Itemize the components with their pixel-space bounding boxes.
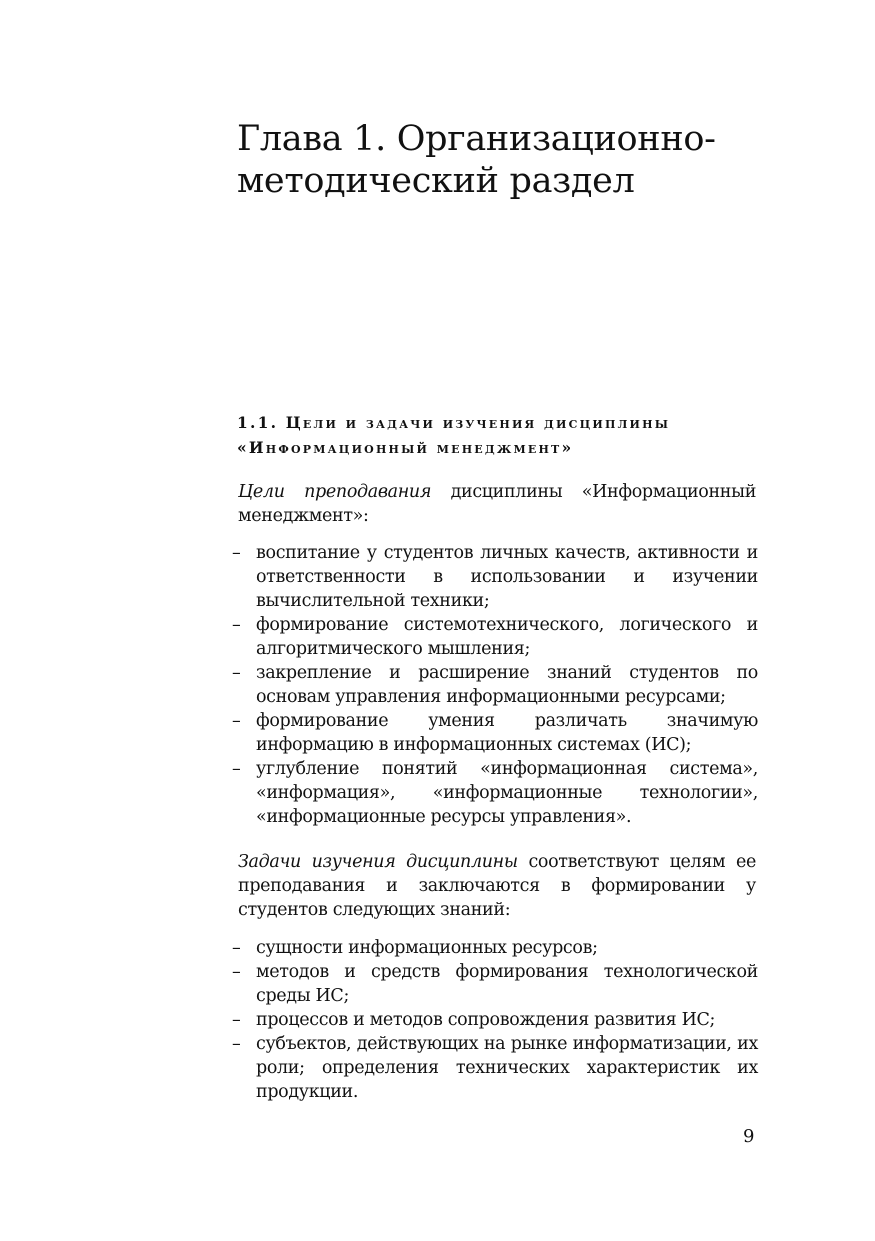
list-dash-marker: –	[232, 938, 241, 958]
section-heading-line-1: 1.1. Цели и задачи изучения дисциплины	[237, 413, 671, 432]
goals-list	[232, 541, 758, 829]
list-item-text: воспитание у студентов личных качеств, активности и ответственности в использовании и изучении вычислительной техники;	[256, 543, 758, 611]
list-item	[232, 613, 758, 661]
list-item-text: процессов и методов сопровождения развития ИС;	[256, 1010, 716, 1030]
list-item	[232, 709, 758, 757]
list-dash-marker: –	[232, 1034, 241, 1054]
list-dash-marker: –	[232, 962, 241, 982]
list-item-text: углубление понятий «информационная система», «информация», «информационные технологии», «информационные ресурсы управления».	[256, 759, 758, 827]
tasks-lead-text: соответствуют целям ее преподавания и заключаются в формировании у студентов следующих знаний:	[238, 852, 756, 920]
goals-intro-paragraph	[238, 480, 756, 528]
list-item	[232, 541, 758, 613]
list-item	[232, 1008, 758, 1032]
list-dash-marker: –	[232, 759, 241, 779]
tasks-list	[232, 936, 758, 1104]
list-item-text: методов и средств формирования технологической среды ИС;	[256, 962, 758, 1006]
chapter-title-line-2: методический раздел	[237, 161, 635, 201]
chapter-title-line-1: Глава 1. Организационно-	[237, 119, 716, 159]
list-dash-marker: –	[232, 615, 241, 635]
chapter-title	[237, 118, 797, 202]
list-item-text: субъектов, действующих на рынке информатизации, их роли; определения технических характеристик их продукции.	[256, 1034, 758, 1102]
goals-lead-text: дисциплины «Информационный менеджмент»:	[238, 482, 757, 526]
list-dash-marker: –	[232, 663, 241, 683]
list-item-text: формирование умения различать значимую информацию в информационных системах (ИС);	[256, 711, 758, 755]
list-item	[232, 661, 758, 709]
list-item	[232, 757, 758, 829]
list-dash-marker: –	[232, 543, 241, 563]
goals-lead-italic: Цели преподавания	[238, 482, 432, 502]
list-item	[232, 960, 758, 1008]
section-heading	[237, 410, 797, 460]
list-item-text: сущности информационных ресурсов;	[256, 938, 598, 958]
tasks-lead-italic: Задачи изучения дисциплины	[238, 852, 518, 872]
list-item-text: закрепление и расширение знаний студентов по основам управления информационными ресурсами;	[256, 663, 758, 707]
list-item	[232, 936, 758, 960]
page-number: 9	[743, 1126, 755, 1147]
list-dash-marker: –	[232, 1010, 241, 1030]
list-item	[232, 1032, 758, 1104]
list-dash-marker: –	[232, 711, 241, 731]
list-item-text: формирование системотехнического, логического и алгоритмического мышления;	[256, 615, 758, 659]
section-heading-line-2: «Информационный менеджмент»	[237, 438, 574, 457]
tasks-intro-paragraph	[238, 850, 756, 922]
